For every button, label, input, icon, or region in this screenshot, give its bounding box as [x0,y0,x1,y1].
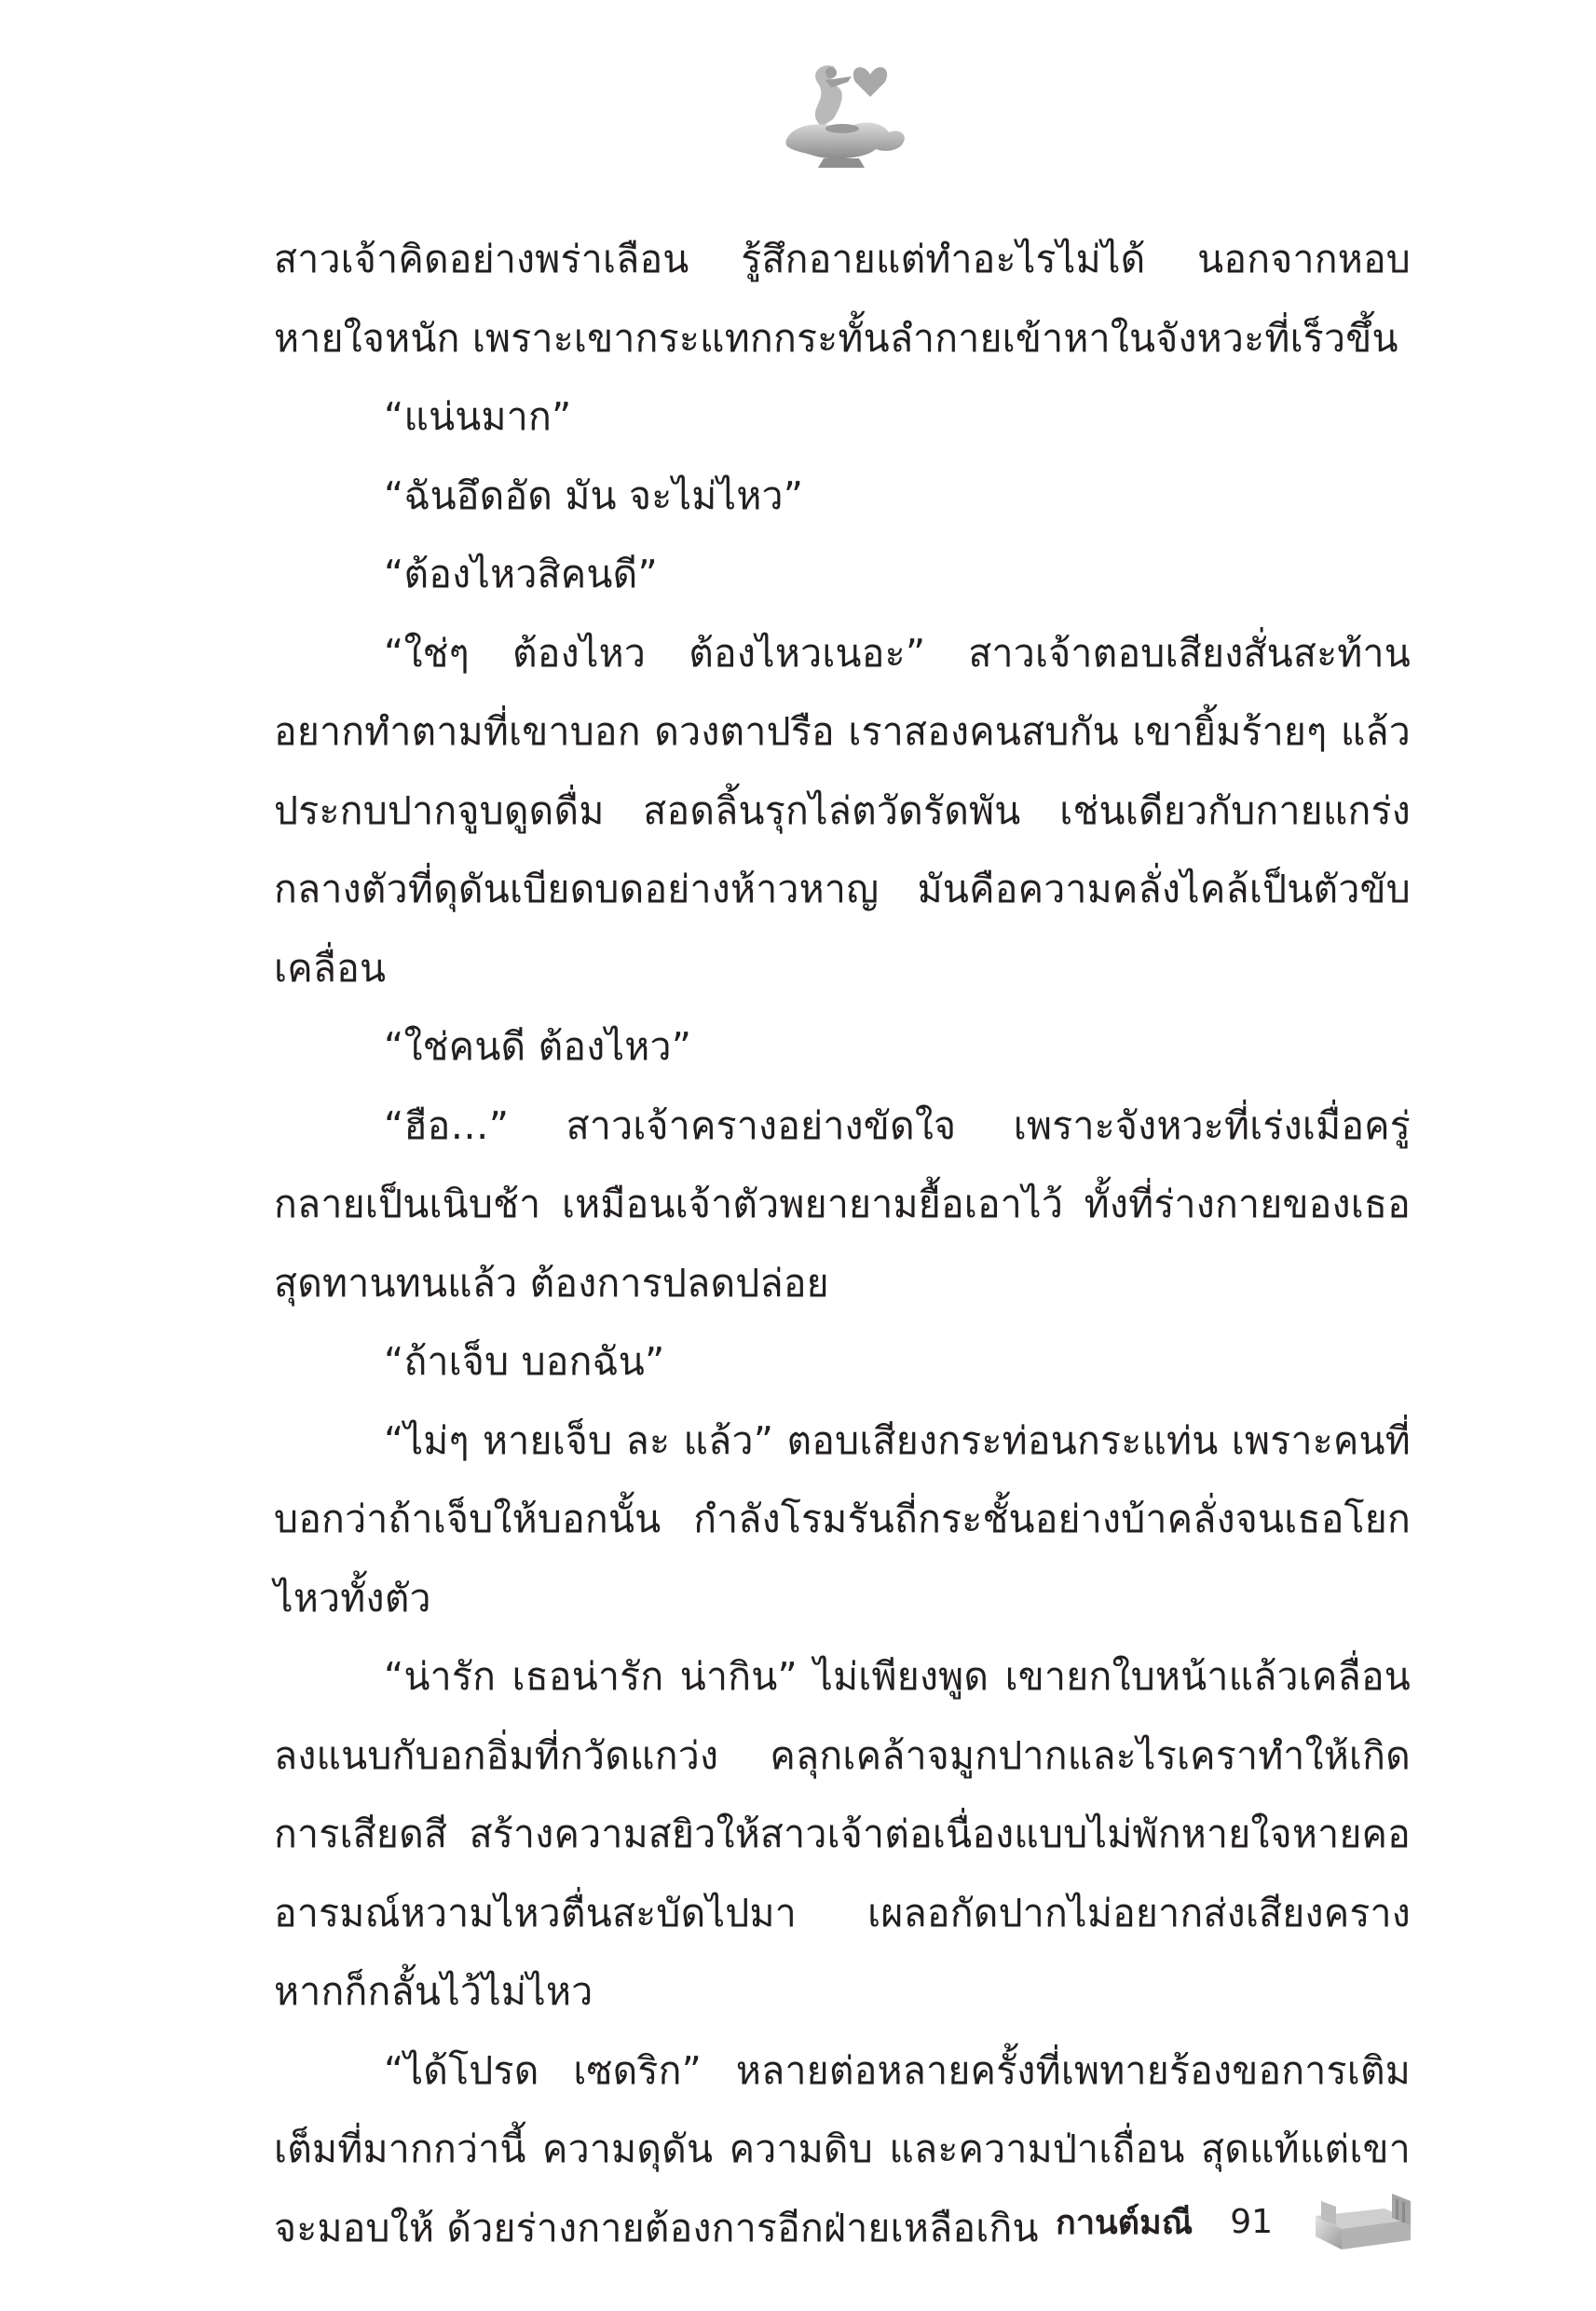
page-footer [1056,2188,1414,2255]
genie-lamp-icon [766,54,915,173]
paragraph: “ใช่ๆ ต้องไหว ต้องไหวเนอะ” สาวเจ้าตอบเสียงสั่นสะท้าน อยากทำตามที่เขาบอก ดวงตาปรือ เราสองคนสบกัน เขายิ้มร้ายๆ แล้ว ประกบปากจูบดูดดื่ม สอดลิ้นรุกไล่ตวัดรัดพัน เช่นเดียวกับกายแกร่งกลางตัวที่ดุดันเบียดบดอย่างห้าวหาญ มันคือความคลั่งไคล้เป็นตัวขับเคลื่อน [274,630,1411,991]
paragraph: “ไม่ๆ หายเจ็บ ละ แล้ว” ตอบเสียงกระท่อนกระแท่น เพราะคนที่บอกว่าถ้าเจ็บให้บอกนั้น กำลังโรมรันถี่กระชั้นอย่างบ้าคลั่งจนเธอโยกไหวทั้งตัว [274,1417,1411,1620]
book-title: กานต์มณี [1056,2203,1194,2242]
page-number: 91 [1230,2202,1273,2241]
paragraph: “ใช่คนดี ต้องไหว” [384,1024,692,1069]
chapter-body-text [274,220,1411,2267]
paragraph: “ได้โปรด เซดริก” หลายต่อหลายครั้งที่เพทายร้องขอการเติมเต็มที่มากกว่านี้ ความดุดัน ความดิบ และความป่าเถื่อน สุดแท้แต่เขาจะมอบให้ ด้วยร่างกายต้องการอีกฝ่ายเหลือเกิน [274,2047,1411,2250]
paragraph: สาวเจ้าคิดอย่างพร่าเลือน รู้สึกอายแต่ทำอะไรไม่ได้ นอกจากหอบหายใจหนัก เพราะเขากระแทกกระทั้นลำกายเข้าหาในจังหวะที่เร็วขึ้น [274,237,1411,361]
bed-icon [1310,2188,1414,2255]
paragraph: “ต้องไหวสิคนดี” [384,552,658,596]
paragraph: “ฉันอึดอัด มัน จะไม่ไหว” [384,472,804,518]
paragraph: “ฮือ…” สาวเจ้าครางอย่างขัดใจ เพราะจังหวะที่เร่งเมื่อครู่กลายเป็นเนิบช้า เหมือนเจ้าตัวพยายามยื้อเอาไว้ ทั้งที่ร่างกายของเธอสุดทานทนแล้ว ต้องการปลดปล่อย [274,1102,1411,1306]
paragraph: “น่ารัก เธอน่ารัก น่ากิน” ไม่เพียงพูด เขายกใบหน้าแล้วเคลื่อนลงแนบกับอกอิ่มที่กวัดแกว่ง คลุกเคล้าจมูกปากและไรเคราทำให้เกิดการเสียดสี สร้างความสยิวให้สาวเจ้าต่อเนื่องแบบไม่พักหายใจหายคอ อารมณ์หวามไหวตื่นสะบัดไปมา เผลอกัดปากไม่อยากส่งเสียงคราง หากก็กลั้นไว้ไม่ไหว [274,1654,1411,2014]
paragraph: “แน่นมาก” [384,394,572,439]
paragraph: “ถ้าเจ็บ บอกฉัน” [384,1339,665,1384]
